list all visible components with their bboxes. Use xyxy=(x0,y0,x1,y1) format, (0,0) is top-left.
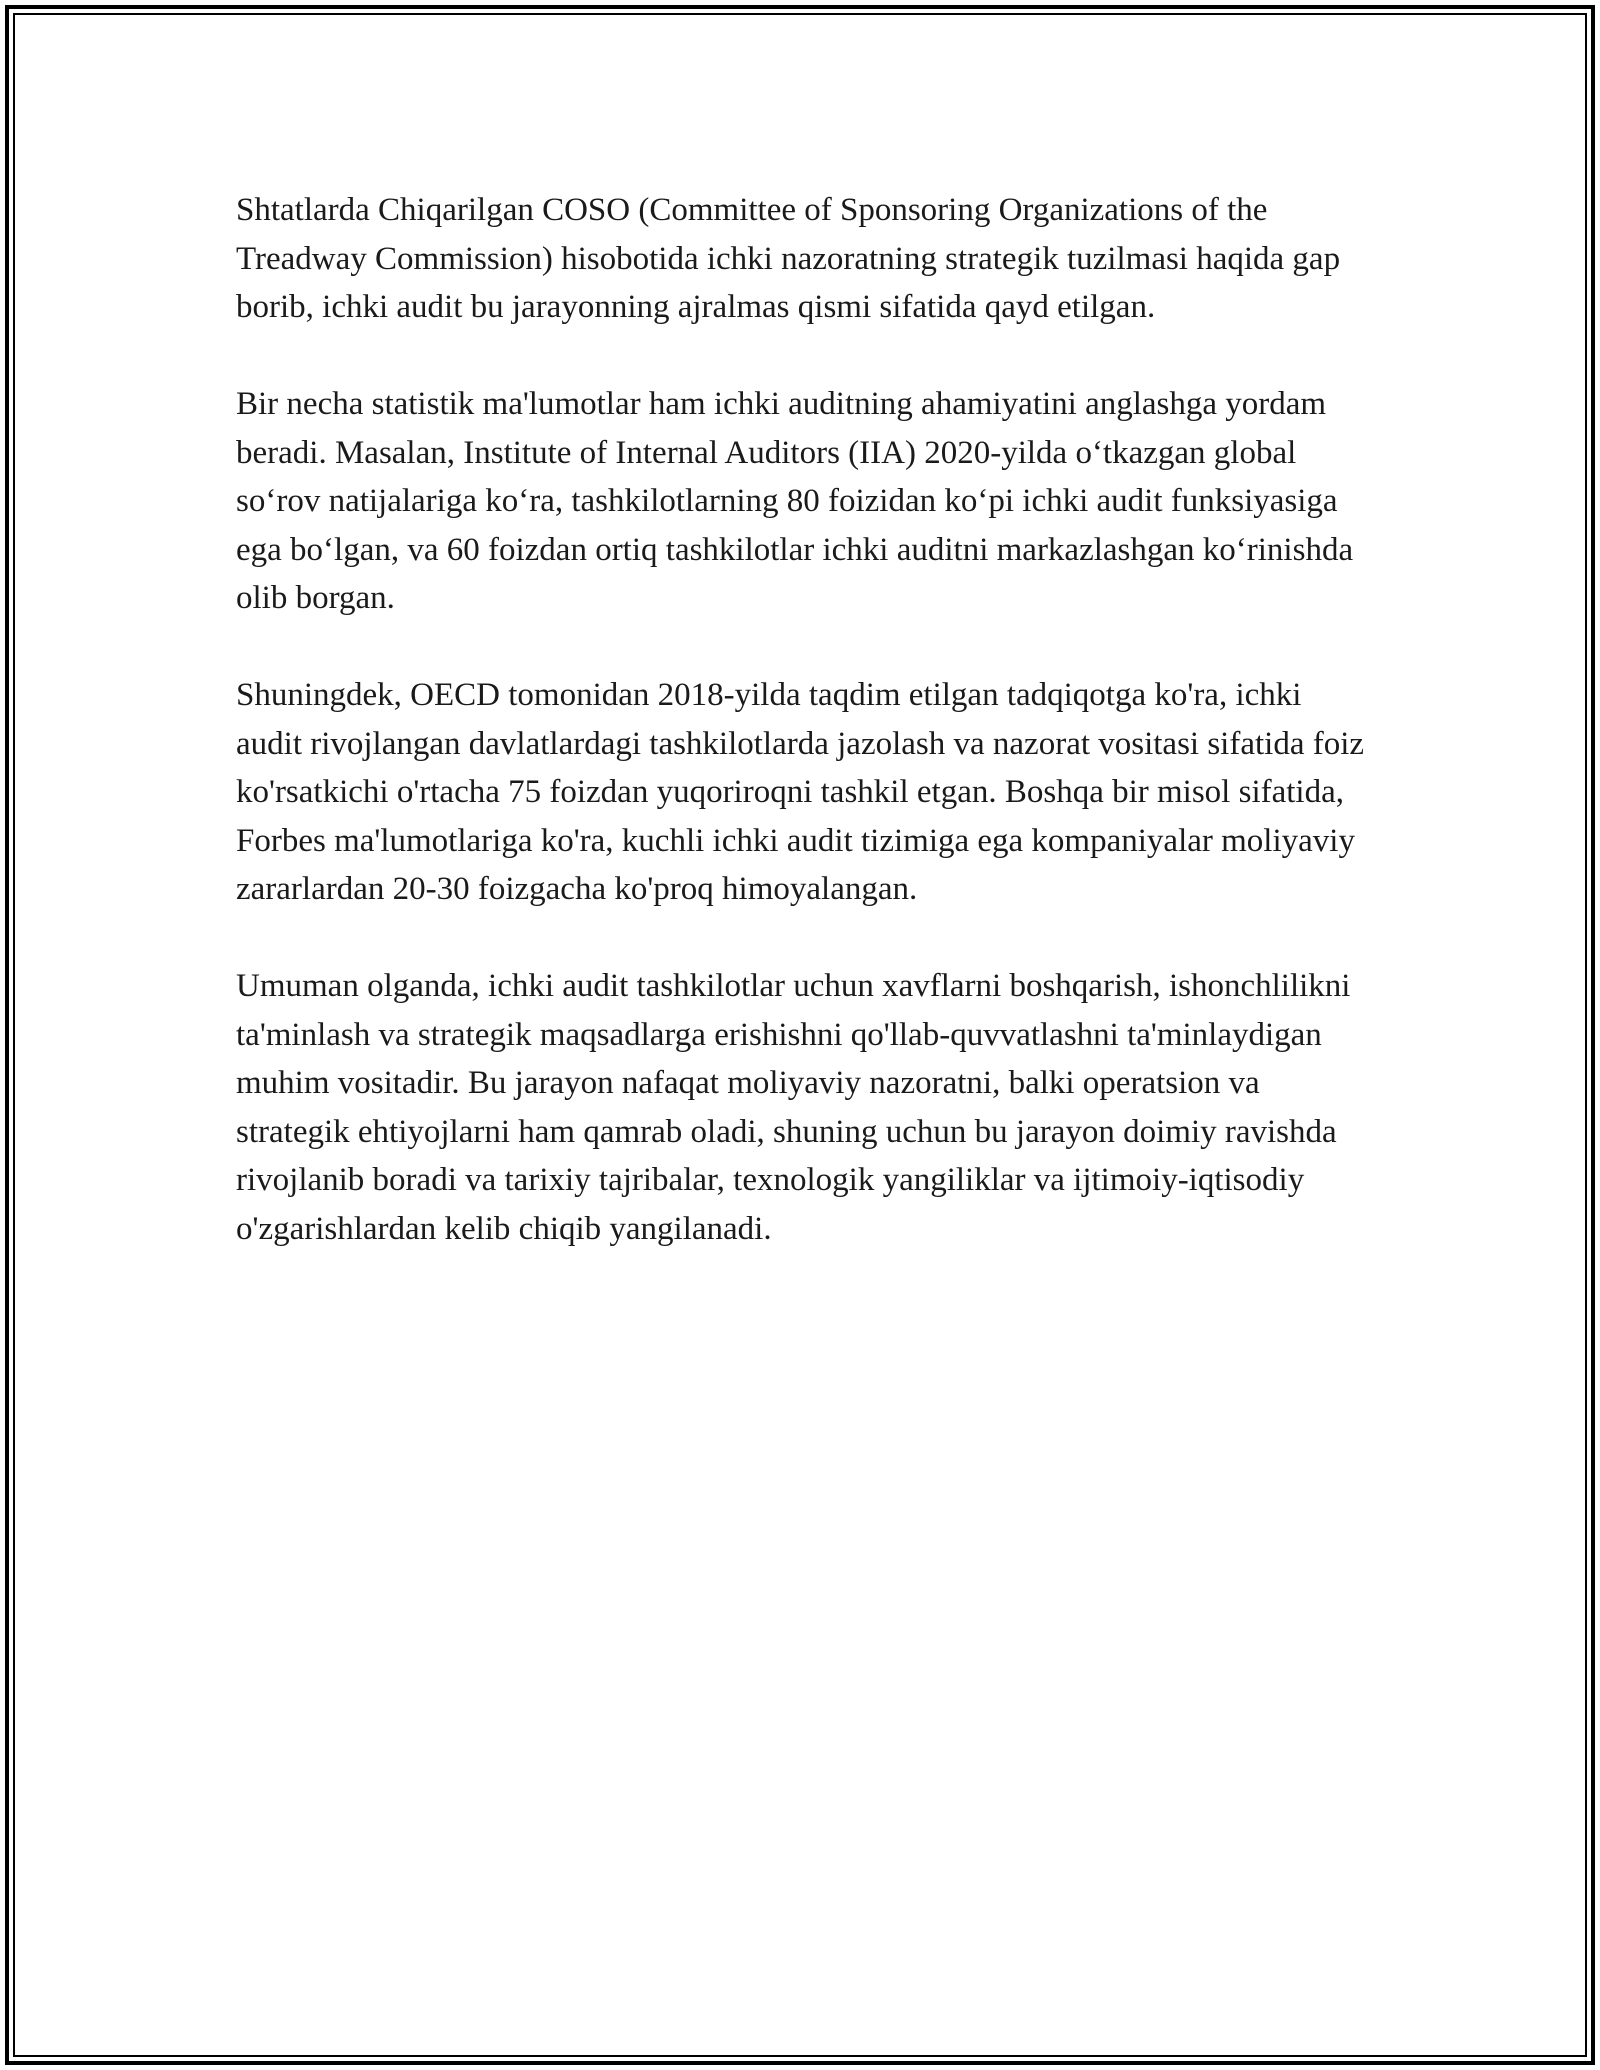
paragraph-iia-statistics: Bir necha statistik ma'lumotlar ham ichki auditning ahamiyatini anglashga yordam beradi. Masalan, Institute of Internal Auditors (IIA) 2020-yilda o‘tkazgan global so‘rov natijalariga ko‘ra, tashkilotlarning 80 foizidan ko‘pi ichki audit funksiyasiga ega bo‘lgan, va 60 foizdan ortiq tashkilotlar ichki auditni markazlashgan ko‘rinishda olib borgan. xyxy=(236,386,1354,616)
document-body xyxy=(236,186,1366,1302)
paragraph-coso: Shtatlarda Chiqarilgan COSO (Committee of Sponsoring Organizations of the Treadway Commission) hisobotida ichki nazoratning strategik tuzilmasi haqida gap borib, ichki audit bu jarayonning ajralmas qismi sifatida qayd etilgan. xyxy=(236,192,1341,325)
paragraph-conclusion: Umuman olganda, ichki audit tashkilotlar uchun xavflarni boshqarish, ishonchlilikni ta'minlash va strategik maqsadlarga erishishni qo'llab-quvvatlashni ta'minlaydigan muhim vositadir. Bu jarayon nafaqat moliyaviy nazoratni, balki operatsion va strategik ehtiyojlarni ham qamrab oladi, shuning uchun bu jarayon doimiy ravishda rivojlanib boradi va tarixiy tajribalar, texnologik yangiliklar va ijtimoiy-iqtisodiy o'zgarishlardan kelib chiqib yangilanadi. xyxy=(236,968,1351,1247)
paragraph-oecd-forbes: Shuningdek, OECD tomonidan 2018-yilda taqdim etilgan tadqiqotga ko'ra, ichki audit rivojlangan davlatlardagi tashkilotlarda jazolash va nazorat vositasi sifatida foiz ko'rsatkichi o'rtacha 75 foizdan yuqoriroqni tashkil etgan. Boshqa bir misol sifatida, Forbes ma'lumotlariga ko'ra, kuchli ichki audit tizimiga ega kompaniyalar moliyaviy zararlardan 20-30 foizgacha ko'proq himoyalangan. xyxy=(236,677,1365,907)
